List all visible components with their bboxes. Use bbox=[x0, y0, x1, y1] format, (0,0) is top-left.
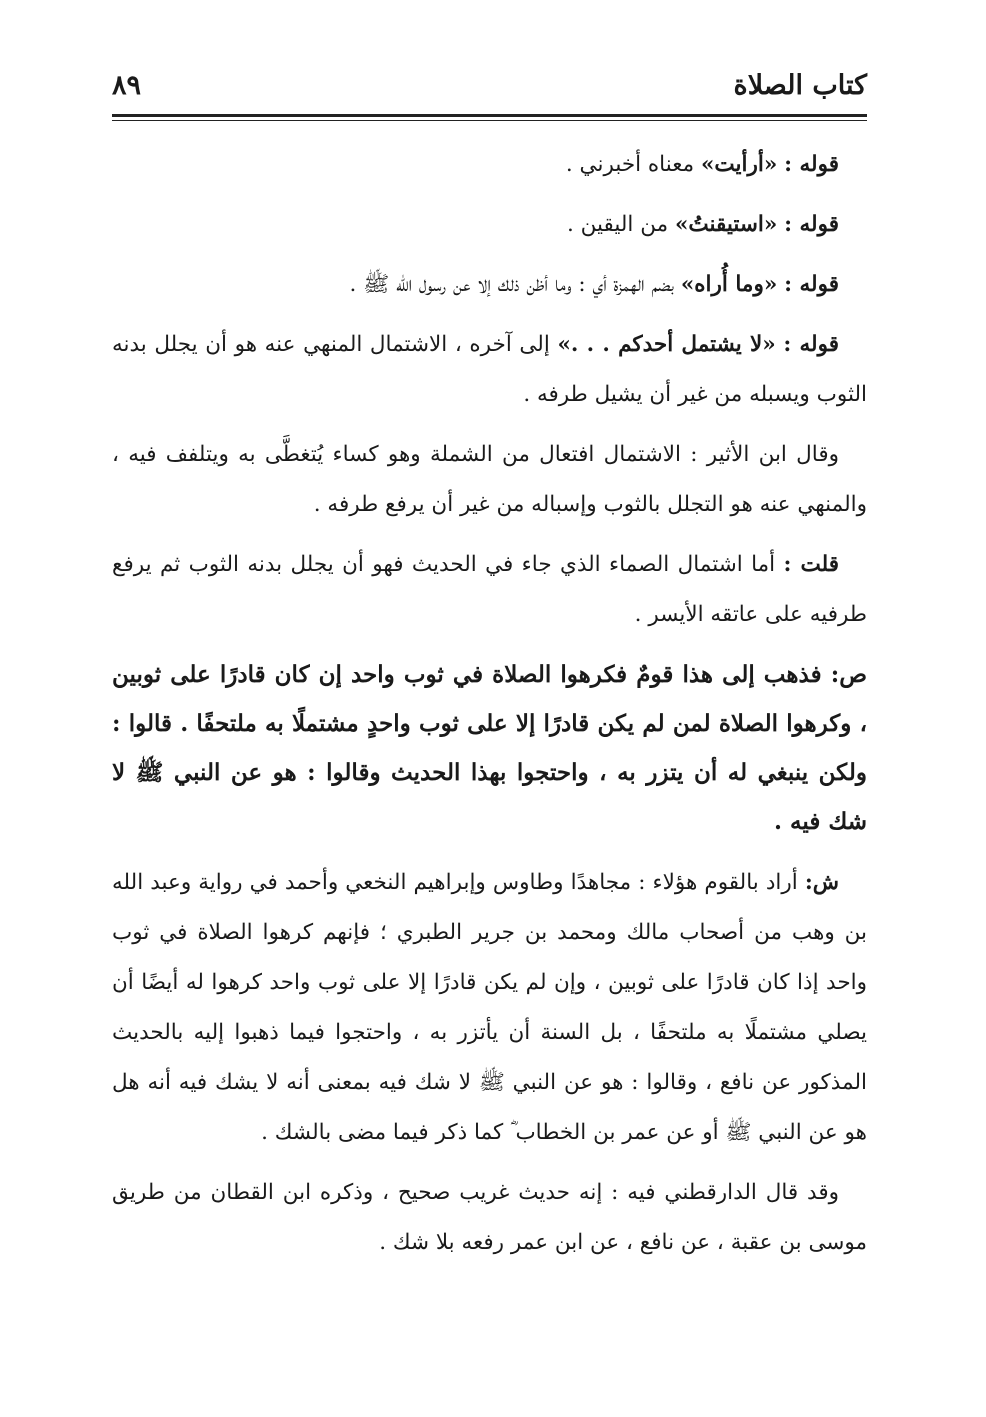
entry-term: «استيقنتُ» bbox=[674, 212, 778, 237]
matn-paragraph bbox=[112, 650, 867, 846]
entry-text: إلى آخره ، الاشتمال المنهي عنه هو أن يجلل بدنه الثوب ويسبله من غير أن يشيل طرفه . bbox=[112, 332, 867, 407]
commentary-entry bbox=[112, 200, 867, 250]
commentary-entry bbox=[112, 140, 867, 190]
ibn-athir-paragraph: وقال ابن الأثير : الاشتمال افتعال من الشملة وهو كساء يُتغطَّى به ويتلفف فيه ، والمنهي عنه هو التجلل بالثوب وإسباله من غير أن يرفع طرفه . bbox=[112, 442, 867, 517]
entry-term: «لا يشتمل أحدكم . . .» bbox=[557, 332, 776, 357]
qultu-text: أما اشتمال الصماء الذي جاء في الحديث فهو أن يجلل بدنه الثوب ثم يرفع طرفيه على عاتقه الأيسر . bbox=[112, 552, 867, 627]
entry-text: من اليقين . bbox=[566, 212, 669, 237]
header-rule-thick bbox=[112, 114, 867, 117]
entry-term: «وما أُراه» bbox=[680, 272, 778, 297]
daraqutni-paragraph: وقد قال الدارقطني فيه : إنه حديث غريب صحيح ، وذكره ابن القطان من طريق موسى بن عقبة ، عن نافع ، عن ابن عمر رفعه بلا شك . bbox=[112, 1180, 867, 1255]
matn-label: ص: bbox=[830, 661, 867, 688]
page-header bbox=[112, 70, 867, 112]
qultu-paragraph bbox=[112, 540, 867, 640]
entry-label: قوله : bbox=[784, 272, 839, 297]
sharh-paragraph bbox=[112, 858, 867, 1158]
commentary-entry bbox=[112, 260, 867, 310]
sharh-label: ش: bbox=[804, 870, 839, 895]
page-body bbox=[112, 140, 867, 1278]
page-number: ٨٩ bbox=[112, 70, 142, 101]
chapter-title: كتاب الصلاة bbox=[733, 70, 867, 101]
qultu-label: قلت : bbox=[783, 552, 839, 577]
entry-label: قوله : bbox=[783, 332, 839, 357]
header-rule-thin bbox=[112, 120, 867, 121]
entry-text: معناه أخبرني . bbox=[565, 152, 695, 177]
commentary-entry bbox=[112, 320, 867, 420]
matn-text: فذهب إلى هذا قومٌ فكرهوا الصلاة في ثوب واحد إن كان قادرًا على ثوبين ، وكرهوا الصلاة لمن لم يكن قادرًا إلا على ثوب واحدٍ مشتملًا به ملتحفًا . قالوا : ولكن ينبغي له أن يتزر به ، واحتجوا بهذا الحديث وقالوا : هو عن النبي ﷺ لا شك فيه . bbox=[112, 661, 867, 835]
entry-term: «أرأيت» bbox=[700, 152, 778, 177]
entry-text: بضم الهمزة أي : وما أظن ذلك إلا عن رسول الله ﷺ . bbox=[349, 272, 675, 297]
entry-label: قوله : bbox=[784, 212, 839, 237]
sharh-text: أراد بالقوم هؤلاء : مجاهدًا وطاوس وإبراهيم النخعي وأحمد في رواية وعبد الله بن وهب من أصحاب مالك ومحمد بن جرير الطبري ؛ فإنهم كرهوا الصلاة في ثوب واحد إذا كان قادرًا على ثوبين ، وإن لم يكن قادرًا إلا على ثوب واحد كرهوا له أيضًا أن يصلي مشتملًا به ملتحفًا ، بل السنة أن يأتزر به ، واحتجوا فيما ذهبوا إليه بالحديث المذكور عن نافع ، وقالوا : هو عن النبي ﷺ لا شك فيه بمعنى أنه لا يشك فيه أنه هل هو عن النبي ﷺ أو عن عمر بن الخطاب ؓ كما ذكر فيما مضى بالشك . bbox=[112, 870, 867, 1145]
entry-label: قوله : bbox=[784, 152, 839, 177]
